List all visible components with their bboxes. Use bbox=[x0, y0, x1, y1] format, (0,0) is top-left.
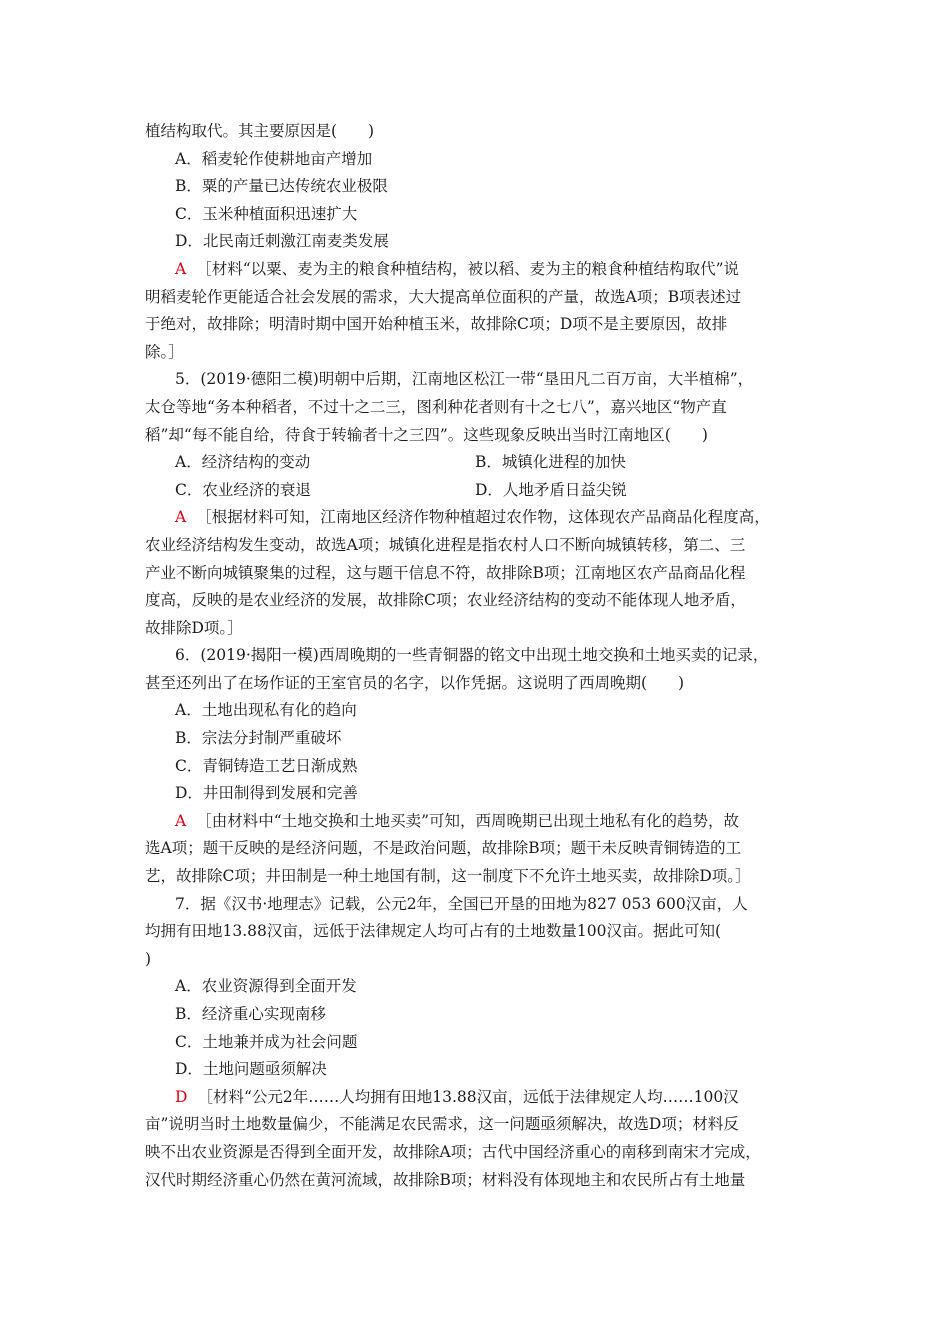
q6-explanation-line: 选A项；题干反映的是经济问题，不是政治问题，故排除B项；题干未反映青铜铸造的工 bbox=[145, 839, 742, 858]
q6-explanation-line: 艺，故排除C项；井田制是一种土地国有制，这一制度下不允许土地买卖，故排除D项。］ bbox=[145, 867, 751, 886]
q7-option-d: D．土地问题亟须解决 bbox=[175, 1060, 327, 1079]
q7-explanation-line: D ［材料“公元2年……人均拥有田地13.88汉亩，远低于法律规定人均……100汉 bbox=[175, 1087, 739, 1106]
q5-stem-line: 稻”却“每不能自给，待食于转输者十之三四”。这些现象反映出当时江南地区( ) bbox=[145, 425, 708, 444]
q7-stem-line: 7．据《汉书·地理志》记载，公元2年，全国已开垦的田地为827 053 600汉亩，人 bbox=[175, 894, 748, 913]
q7-answer: D bbox=[175, 1087, 188, 1106]
q5-stem-line: 太仓等地“务本种稻者，不过十之二三，图利种花者则有十之七八”，嘉兴地区“物产直 bbox=[145, 397, 727, 416]
q4-option-b: B．粟的产量已达传统农业极限 bbox=[175, 177, 388, 196]
q5-option-c: C．农业经济的衰退 bbox=[175, 480, 311, 499]
q6-stem-line: 甚至还列出了在场作证的王室官员的名字，以作凭据。这说明了西周晚期( ) bbox=[145, 673, 685, 692]
document-page bbox=[145, 118, 810, 1194]
q7-option-b: B．经济重心实现南移 bbox=[175, 1005, 326, 1023]
q7-stem-line: 均拥有田地13.88汉亩，远低于法律规定人均可占有的土地数量100汉亩。据此可知( bbox=[145, 922, 722, 941]
q6-explanation-line: A ［由材料中“土地交换和土地买卖”可知，西周晚期已出现土地私有化的趋势，故 bbox=[175, 811, 740, 830]
q5-stem-line: 5．(2019·德阳二模)明朝中后期，江南地区松江一带“垦田凡二百万亩，大半植棉”， bbox=[175, 370, 754, 389]
q4-explanation-line: A ［材料“以粟、麦为主的粮食种植结构，被以稻、麦为主的粮食种植结构取代”说 bbox=[175, 259, 740, 278]
q5-explanation-line: 产业不断向城镇聚集的过程，这与题干信息不符，故排除B项；江南地区农产品商品化程 bbox=[145, 563, 746, 582]
q6-option-d: D．井田制得到发展和完善 bbox=[175, 784, 358, 803]
q4-stem-tail: 植结构取代。其主要原因是( ) bbox=[145, 122, 375, 140]
q5-options-row bbox=[145, 477, 810, 505]
q6-option-b: B．宗法分封制严重破坏 bbox=[175, 729, 342, 748]
q4-explanation-line: 于绝对，故排除；明清时期中国开始种植玉米，故排除C项；D项不是主要原因，故排 bbox=[145, 315, 728, 334]
q6-answer: A bbox=[175, 811, 187, 830]
q5-explanation-line: 度高，反映的是农业经济的发展，故排除C项；农业经济结构的变动不能体现人地矛盾， bbox=[145, 591, 746, 610]
q4-option-c: C．玉米种植面积迅速扩大 bbox=[175, 204, 358, 223]
q7-option-a: A．农业资源得到全面开发 bbox=[175, 977, 357, 996]
q5-option-b: B．城镇化进程的加快 bbox=[475, 453, 626, 472]
q4-explanation-line: 除。］ bbox=[145, 342, 184, 361]
q5-option-d: D．人地矛盾日益尖锐 bbox=[475, 480, 627, 499]
q5-option-a: A．经济结构的变动 bbox=[175, 453, 311, 472]
q7-option-c: C．土地兼并成为社会问题 bbox=[175, 1032, 358, 1051]
q6-option-a: A．土地出现私有化的趋向 bbox=[175, 701, 357, 720]
q5-answer: A bbox=[175, 508, 187, 527]
q4-option-a: A．稻麦轮作使耕地亩产增加 bbox=[175, 149, 373, 168]
q6-stem-line: 6．(2019·揭阳一模)西周晚期的一些青铜器的铭文中出现土地交换和土地买卖的记录， bbox=[175, 646, 769, 665]
q7-stem-line: ) bbox=[145, 949, 152, 968]
q5-explanation-line: 故排除D项。］ bbox=[145, 618, 243, 637]
q5-options-row bbox=[145, 449, 810, 477]
q7-explanation-line: 映不出农业资源是否得到全面开发，故排除A项；古代中国经济重心的南移到南宋才完成， bbox=[145, 1142, 761, 1161]
q5-explanation-line: 农业经济结构发生变动，故选A项；城镇化进程是指农村人口不断向城镇转移，第二、三 bbox=[145, 535, 746, 554]
q7-explanation-line: 亩”说明当时土地数量偏少，不能满足农民需求，这一问题亟须解决，故选D项；材料反 bbox=[145, 1115, 739, 1134]
q4-explanation-line: 明稻麦轮作更能适合社会发展的需求，大大提高单位面积的产量，故选A项；B项表述过 bbox=[145, 287, 742, 306]
q4-answer: A bbox=[175, 259, 187, 278]
q5-explanation-line: A ［根据材料可知，江南地区经济作物种植超过农作物，这体现农产品商品化程度高， bbox=[175, 508, 770, 527]
q6-option-c: C．青铜铸造工艺日渐成熟 bbox=[175, 756, 358, 775]
q4-option-d: D．北民南迁刺激江南麦类发展 bbox=[175, 232, 389, 251]
q7-explanation-line: 汉代时期经济重心仍然在黄河流域，故排除B项；材料没有体现地主和农民所占有土地量 bbox=[145, 1170, 746, 1189]
